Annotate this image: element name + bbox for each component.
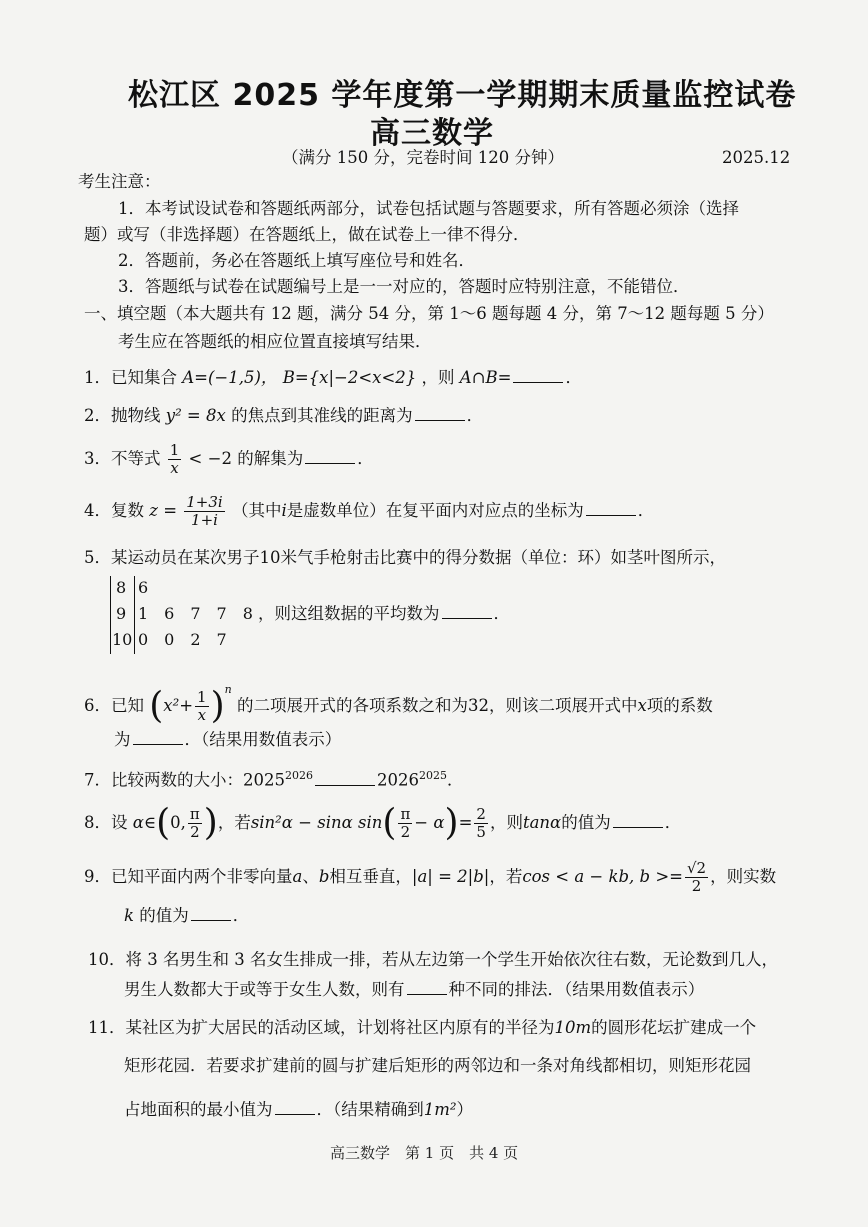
- vector-b: b: [318, 867, 330, 886]
- question-6: 6．已知 (x²+ $\frac{1}{x}$ )$^n$ 的二项展开式的各项系数之和为32，则该二项展开式中x项的系数: [84, 683, 713, 727]
- set-b: B={x|−2<x<2}: [282, 368, 417, 387]
- question-9: 9．已知平面内两个非零向量a、b相互垂直，|a| = 2|b|，若cos < a − kb, b >= $\frac{√2}{2}$ ，则实数: [84, 859, 777, 895]
- answer-blank-1[interactable]: [513, 368, 563, 383]
- leaves-9: 1 6 7 7 8: [138, 604, 253, 623]
- fraction: $\frac{1+3i}{1+i}$: [186, 493, 223, 529]
- answer-blank-10[interactable]: [407, 980, 447, 995]
- leaves-8: 6: [138, 578, 149, 597]
- fraction: $\frac{1}{x}$: [197, 688, 207, 724]
- vector-a: a: [292, 867, 303, 886]
- question-5-tail: ，则这组数据的平均数为 ．: [258, 604, 510, 623]
- stem-9: 9: [116, 604, 127, 623]
- exam-subtitle: 高三数学: [370, 116, 494, 151]
- answer-blank-7[interactable]: [315, 771, 375, 786]
- fraction: $\frac{2}{5}$: [476, 805, 486, 841]
- answer-blank-4[interactable]: [586, 501, 636, 516]
- question-11-line-2: 矩形花园．若要求扩建前的圆与扩建后矩形的两邻边和一条对角线都相切，则矩形花园: [124, 1056, 751, 1075]
- fraction: $\frac{\pi}{2}$: [400, 805, 411, 841]
- set-a: A=(−1,5)，: [182, 368, 278, 387]
- question-5: 5．某运动员在某次男子10米气手枪射击比赛中的得分数据（单位：环）如茎叶图所示，: [84, 548, 726, 567]
- notice-line-1a: 1．本考试设试卷和答题纸两部分，试卷包括试题与答题要求，所有答题必须涂（选择: [118, 199, 739, 218]
- answer-blank-5[interactable]: [442, 604, 492, 619]
- question-6-line-2: 为 ．（结果用数值表示）: [114, 730, 342, 749]
- question-1: 1．已知集合 A=(−1,5)， B={x|−2<x<2} ，则 A∩B= ．: [84, 368, 582, 387]
- notice-line-1b: 题）或写（非选择题）在答题纸上，做在试卷上一律不得分．: [84, 225, 530, 244]
- answer-blank-6[interactable]: [133, 730, 183, 745]
- answer-blank-11[interactable]: [275, 1100, 315, 1115]
- page-footer: 高三数学 第 1 页 共 4 页: [330, 1144, 519, 1162]
- fraction: $\frac{√2}{2}$: [686, 859, 707, 895]
- notice-line-3: 3．答题纸与试卷在试题编号上是一一对应的，答题时应特别注意，不能错位．: [118, 277, 690, 296]
- stem-8: 8: [116, 578, 127, 597]
- question-11-line-3: 占地面积的最小值为 ．（结果精确到1m²）: [124, 1100, 474, 1119]
- stem-10: 10: [112, 630, 133, 649]
- answer-blank-9[interactable]: [191, 906, 231, 921]
- score-time: （满分 150 分，完卷时间 120 分钟）: [282, 148, 564, 167]
- fraction: $\frac{1}{x}$: [169, 441, 180, 477]
- section-title: 一、填空题（本大题共有 12 题，满分 54 分，第 1～6 题每题 4 分，第 7～12 题每题 5 分）: [84, 304, 774, 323]
- notice-heading: 考生注意：: [78, 172, 161, 191]
- stem-leaf-divider: [134, 576, 135, 654]
- question-2: 2．抛物线 y² = 8x 的焦点到其准线的距离为 ．: [84, 406, 484, 425]
- question-3: 3．不等式 $\frac{1}{x}$ < −2 的解集为 ．: [84, 441, 374, 477]
- leaves-10: 0 0 2 7: [138, 630, 227, 649]
- question-11: 11．某社区为扩大居民的活动区域，计划将社区内原有的半径为10m的圆形花坛扩建成一个: [88, 1018, 757, 1037]
- question-8: 8．设 α∈(0, $\frac{\pi}{2}$ )，若sin²α − sinα sin( $\frac{\pi}{2}$ − α)= $\frac{2}{5}$ ，则tanα的值为 ．: [84, 802, 682, 844]
- fraction: $\frac{\pi}{2}$: [189, 805, 200, 841]
- exam-date: 2025.12: [722, 148, 791, 167]
- answer-blank-8[interactable]: [613, 813, 663, 828]
- question-4: 4．复数 z = $\frac{1+3i}{1+i}$ （其中i是虚数单位）在复平面内对应点的坐标为 ．: [84, 493, 655, 529]
- question-10: 10．将 3 名男生和 3 名女生排成一排，若从左边第一个学生开始依次往右数，无论数到几人，: [88, 950, 778, 969]
- exam-title: 松江区 2025 学年度第一学期期末质量监控试卷: [128, 78, 797, 113]
- answer-blank-3[interactable]: [305, 449, 355, 464]
- question-9-line-2: k 的值为 ．: [124, 906, 250, 925]
- question-7: 7．比较两数的大小：$2025^{2026}$ $2026^{2025}$．: [84, 769, 464, 790]
- section-instruction: 考生应在答题纸的相应位置直接填写结果．: [118, 332, 432, 351]
- notice-line-2: 2．答题前，务必在答题纸上填写座位号和姓名．: [118, 251, 475, 270]
- question-10-line-2: 男生人数都大于或等于女生人数，则有 种不同的排法．（结果用数值表示）: [124, 980, 705, 999]
- stem-leaf-left-rule: [110, 576, 111, 654]
- answer-blank-2[interactable]: [415, 406, 465, 421]
